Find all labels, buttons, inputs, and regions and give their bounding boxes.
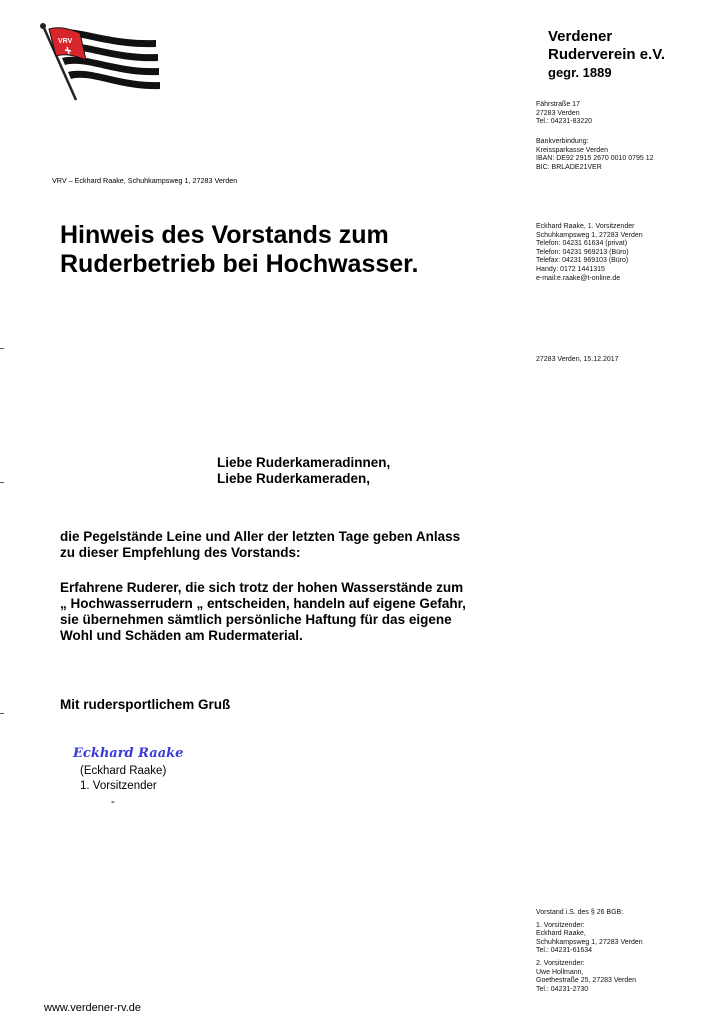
contact-line: e-mail:e.raake@t-online.de	[536, 274, 621, 282]
title-line1: Hinweis des Vorstands zum	[60, 221, 389, 249]
title-line2: Ruderbetrieb bei Hochwasser.	[60, 250, 419, 278]
club-founded: gegr. 1889	[548, 65, 612, 80]
closing-phrase: Mit rudersportlichem Gruß	[60, 697, 231, 712]
contact-line: Telefax: 04231 969103 (Büro)	[536, 257, 629, 265]
body-paragraph-1	[60, 529, 560, 561]
club-address	[536, 101, 592, 127]
paragraph-line: „ Hochwasserrudern „ entscheiden, handeln auf eigene Gefahr,	[60, 596, 466, 611]
punch-mark	[0, 482, 4, 483]
bank-details	[536, 138, 654, 172]
bank-line: Bankverbindung:	[536, 138, 589, 145]
fold-mark	[0, 348, 4, 349]
flag-pole-top	[40, 23, 46, 29]
address-line: 27283 Verden	[536, 109, 580, 117]
board-heading: Vorstand i.S. des § 26 BGB:	[536, 909, 624, 916]
club-flag-logo	[36, 20, 160, 104]
salutation	[217, 455, 390, 487]
signer-role: 1. Vorsitzender	[80, 780, 157, 792]
body-paragraph-2	[60, 580, 560, 644]
address-line: Tel.: 04231-83220	[536, 118, 593, 126]
paragraph-line: zu dieser Empfehlung des Vorstands:	[60, 545, 301, 560]
contact-line: Handy: 0172 1441315	[536, 265, 605, 273]
fold-mark	[0, 713, 4, 714]
contact-line: Schuhkampsweg 1, 27283 Verden	[536, 231, 643, 239]
salutation-line1: Liebe Ruderkameradinnen,	[217, 455, 391, 470]
paragraph-line: die Pegelstände Leine und Aller der letzten Tage geben Anlass	[60, 529, 461, 544]
paragraph-line: Erfahrene Ruderer, die sich trotz der hohen Wasserstände zum	[60, 580, 464, 595]
sender-line: VRV – Eckhard Raake, Schuhkampsweg 1, 27283 Verden	[52, 176, 238, 185]
footer-website-link[interactable]: www.verdener-rv.de	[44, 1002, 141, 1014]
salutation-line2: Liebe Ruderkameraden,	[217, 471, 371, 486]
board-line: Eckhard Raake,	[536, 930, 586, 938]
contact-block	[536, 223, 643, 283]
signer-name: (Eckhard Raake)	[80, 765, 167, 777]
club-name	[548, 28, 665, 82]
bank-line: IBAN: DE92 2915 2670 0010 0795 12	[536, 155, 654, 163]
contact-line: Telefon: 04231 969213 (Büro)	[536, 248, 629, 256]
handwritten-signature: Eckhard Raake	[73, 746, 184, 761]
letter-date: 27283 Verden, 15.12.2017	[536, 356, 619, 363]
flag-emblem-text: VRV	[58, 38, 73, 45]
paragraph-line: sie übernehmen sämtlich persönliche Haftung für das eigene	[60, 612, 452, 627]
board-line: Schuhkampsweg 1, 27283 Verden	[536, 938, 643, 946]
board-line: Uwe Hollmann,	[536, 968, 584, 976]
board-line: Tel.: 04231-2730	[536, 985, 589, 993]
club-name-line1: Verdener	[548, 28, 613, 45]
board-line: 1. Vorsitzender:	[536, 921, 585, 929]
bank-line: Kreissparkasse Verden	[536, 146, 608, 154]
document-title	[60, 221, 520, 279]
contact-line: Eckhard Raake, 1. Vorsitzender	[536, 223, 635, 230]
address-line: Fährstraße 17	[536, 101, 580, 108]
board-line: Tel.: 04231-61634	[536, 947, 593, 955]
board-block	[536, 909, 643, 994]
paragraph-line: Wohl und Schäden am Rudermaterial.	[60, 628, 303, 643]
board-line: 2. Vorsitzender:	[536, 959, 585, 967]
bank-line: BIC: BRLADE21VER	[536, 163, 602, 171]
club-name-line2: Ruderverein e.V.	[548, 46, 666, 63]
contact-line: Telefon: 04231 61634 (privat)	[536, 240, 628, 248]
signer-dash: -	[111, 796, 115, 808]
board-line: Goethestraße 25, 27283 Verden	[536, 977, 637, 985]
